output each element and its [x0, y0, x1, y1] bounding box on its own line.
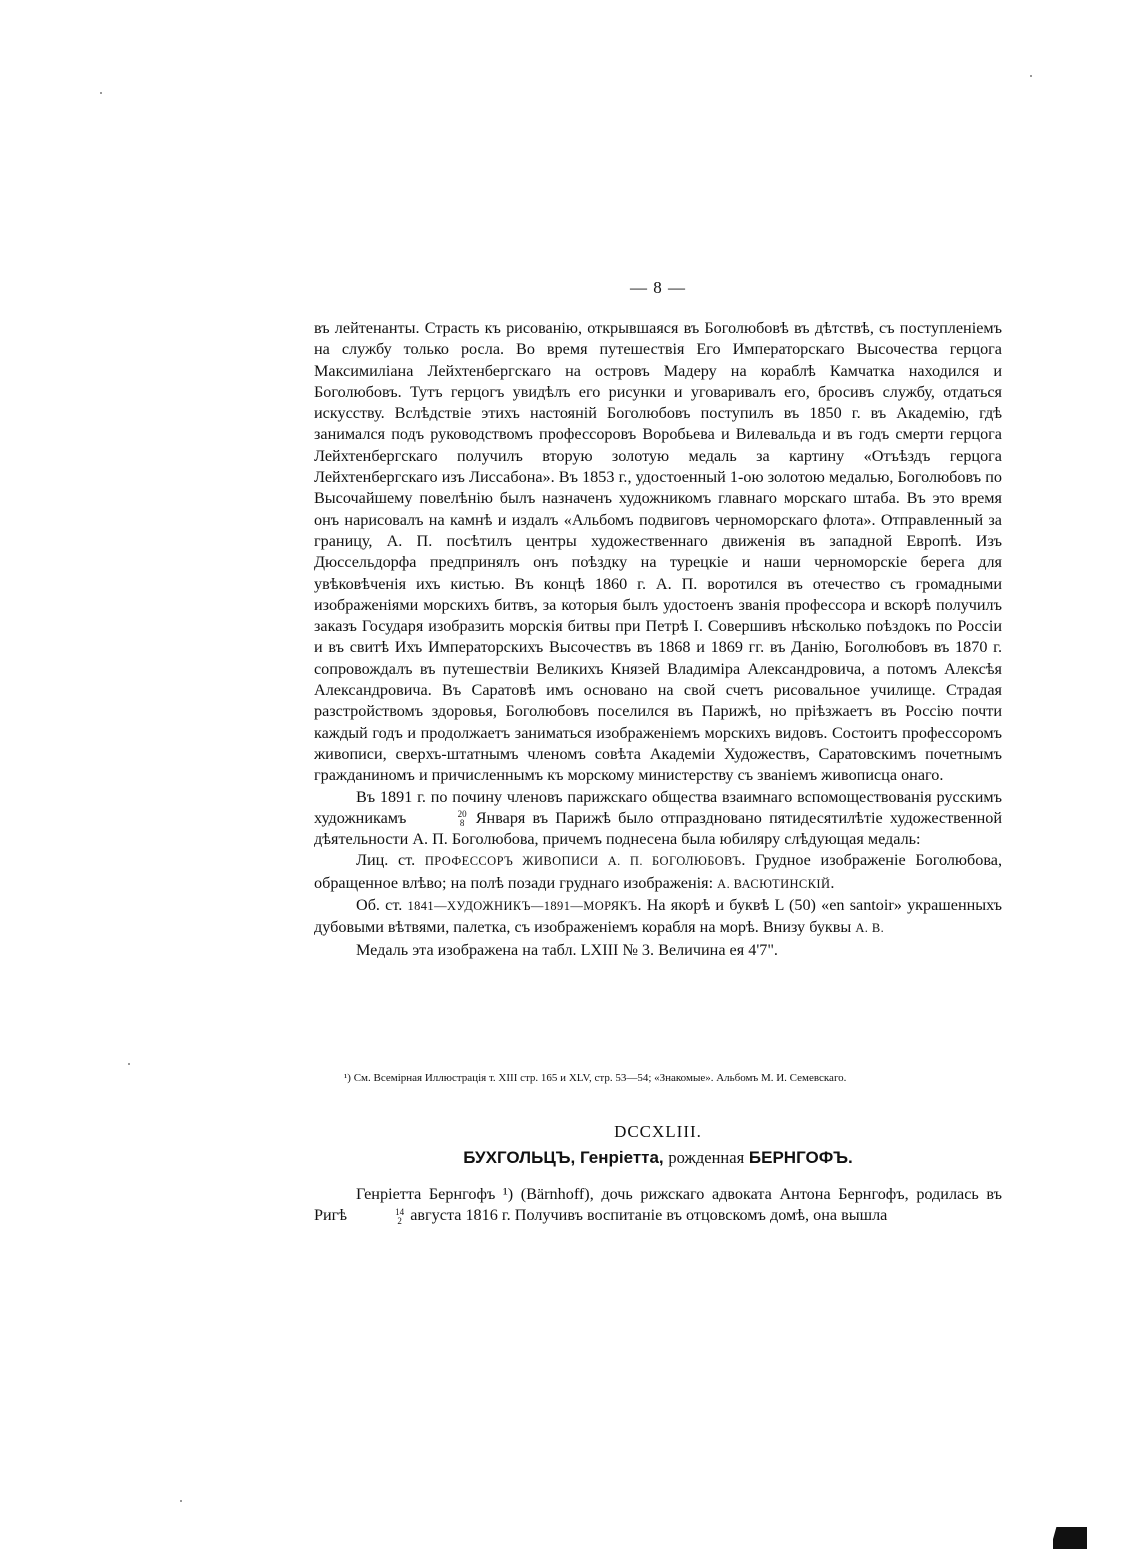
scan-speck: [180, 1500, 182, 1502]
jubilee-text-b: Января въ Парижѣ было отпраздновано пятидесятилѣтіе художественной дѣятельности А. П. Боголюбова, причемъ поднесена была юбиляру слѣдующая медаль:: [314, 808, 1003, 849]
paragraph-jubilee: [314, 787, 1002, 851]
paragraph-obverse: [314, 850, 1002, 895]
heading-maiden-name: БЕРНГОФЪ.: [748, 1148, 853, 1167]
paragraph-reverse: [314, 895, 1002, 940]
fraction-top: 20: [457, 809, 467, 820]
jubilee-text-a: Въ 1891 г. по почину членовъ парижскаго общества взаимнаго вспомоществованія русскимъ художникамъ: [314, 787, 1002, 827]
fraction-top: 14: [395, 1206, 405, 1217]
obverse-inscription: ПРОФЕССОРЪ ЖИВОПИСИ А. П. БОГОЛЮБОВЪ: [424, 854, 742, 869]
date-fraction: [416, 810, 467, 828]
henrietta-text-a: Генріетта Бернгофъ ¹) (Bärnhoff), дочь рижскаго адвоката Антона Бернгофъ, родилась въ Ригѣ: [314, 1185, 1002, 1225]
paragraph-henrietta: [314, 1184, 1002, 1227]
scan-speck: [1030, 75, 1032, 77]
footnote: [314, 1070, 1002, 1086]
obverse-label: Лиц. ст.: [356, 851, 416, 870]
entry-heading: [314, 1148, 1002, 1168]
paragraph-bogolyubov: въ лейтенанты. Страсть къ рисованію, открывшаяся въ Боголюбовѣ въ дѣтствѣ, съ поступленіемъ на службу только росла. Во время путешествія Его Императорскаго Высочества герцога Максимиліана Лейхтенбергскаго на островъ Мадеру на кораблѣ Камчатка находился и Боголюбовъ. Тутъ герцогъ увидѣлъ его рисунки и уговаривалъ его, бросивъ службу, отдаться искусству. Вслѣдствіе этихъ настояній Боголюбовъ поступилъ въ 1850 г. въ Академію, гдѣ занимался подъ руководствомъ профессоровъ Воробьева и Вилевальда и въ годъ смерти герцога Лейхтенбергскаго получилъ вторую золотую медаль за картину «Отъѣздъ герцога Лейхтенбергскаго изъ Лиссабона». Въ 1853 г., удостоенный 1-ою золотою медалью, Боголюбовъ по Высочайшему повелѣнію былъ назначенъ художникомъ главнаго морскаго штаба. Въ это время онъ нарисовалъ на камнѣ и издалъ «Альбомъ подвиговъ черноморскаго флота». Отправленный за границу, А. П. посѣтилъ центры художественнаго движенія въ западной Европѣ. Изъ Дюссельдорфа предпринялъ онъ поѣздку на турецкіе и наши черноморскіе берега для увѣковѣченія ихъ кистью. Въ концѣ 1860 г. А. П. воротился въ отечество съ громадными изображеніями морскихъ битвъ, за которыя былъ удостоенъ званія профессора и вскорѣ получилъ заказъ Государя изобразить морскія битвы при Петрѣ I. Совершивъ нѣсколько поѣздокъ по Россіи и въ свитѣ Ихъ Императорскихъ Высочествъ въ 1868 и 1869 гг. въ Данію, Боголюбовъ въ 1870 г. сопровождалъ въ путешествіи Великихъ Князей Владиміра Александровича, а потомъ Алексѣя Александровича. Въ Саратовѣ имъ основано на свой счетъ рисовальное училище. Страдая разстройствомъ здоровья, Боголюбовъ поселился въ Парижѣ, но пріѣзжаетъ въ Россію почти каждый годъ и продолжаетъ заниматься изображеніемъ морскихъ видовъ. Состоитъ профессоромъ живописи, сверхъ-штатнымъ членомъ совѣта Академіи Художествъ, Саратовскимъ почетнымъ гражданиномъ и причисленнымъ къ морскому министерству съ званіемъ живописца онаго.: [314, 319, 1002, 785]
footnote-text: ¹) См. Всемірная Иллюстрація т. XIII стр. 165 и XLV, стр. 53—54; «Знакомые». Альбомъ М. И. Семевскаго.: [344, 1072, 847, 1084]
obverse-end: .: [830, 873, 835, 892]
reverse-desc: . На якорѣ и буквѣ L (50) «en santoir» украшенныхъ дубовыми вѣтвями, палетка, съ изображеніемъ корабля на морѣ. Внизу буквы: [314, 896, 1003, 937]
biography-text: [314, 318, 1002, 961]
engraver-signature: А. ВАСЮТИНСКІЙ: [717, 876, 831, 891]
scan-speck: [100, 92, 102, 94]
heading-given-name: Генріетта,: [579, 1148, 664, 1167]
reverse-label: Об. ст.: [356, 896, 403, 915]
entry-text: [314, 1184, 1002, 1227]
fraction-bottom: 8: [459, 818, 465, 829]
henrietta-text-b: августа 1816 г. Получивъ воспитаніе въ отцовскомъ домѣ, она вышла: [410, 1206, 888, 1225]
reverse-letters: А. В.: [855, 921, 885, 936]
heading-surname: БУХГОЛЬЦЪ,: [463, 1148, 576, 1167]
ink-blot: [1053, 1527, 1087, 1549]
page-number: — 8 —: [630, 278, 686, 297]
obverse-desc: . Грудное изображеніе Боголюбова, обращенное влѣво; на полѣ позади груднаго изображенія:: [314, 851, 1002, 892]
heading-nee: рожденная: [668, 1148, 745, 1167]
fraction-bottom: 2: [397, 1215, 402, 1226]
birth-date-fraction: [353, 1208, 404, 1226]
reverse-inscription: 1841—ХУДОЖНИКЪ—1891—МОРЯКЪ: [407, 899, 638, 914]
section-number: DCCXLIII.: [614, 1122, 702, 1141]
paragraph-medal-size: Медаль эта изображена на табл. LXIII № 3. Величина ея 4'7".: [356, 940, 778, 959]
scan-speck: [128, 1063, 130, 1065]
